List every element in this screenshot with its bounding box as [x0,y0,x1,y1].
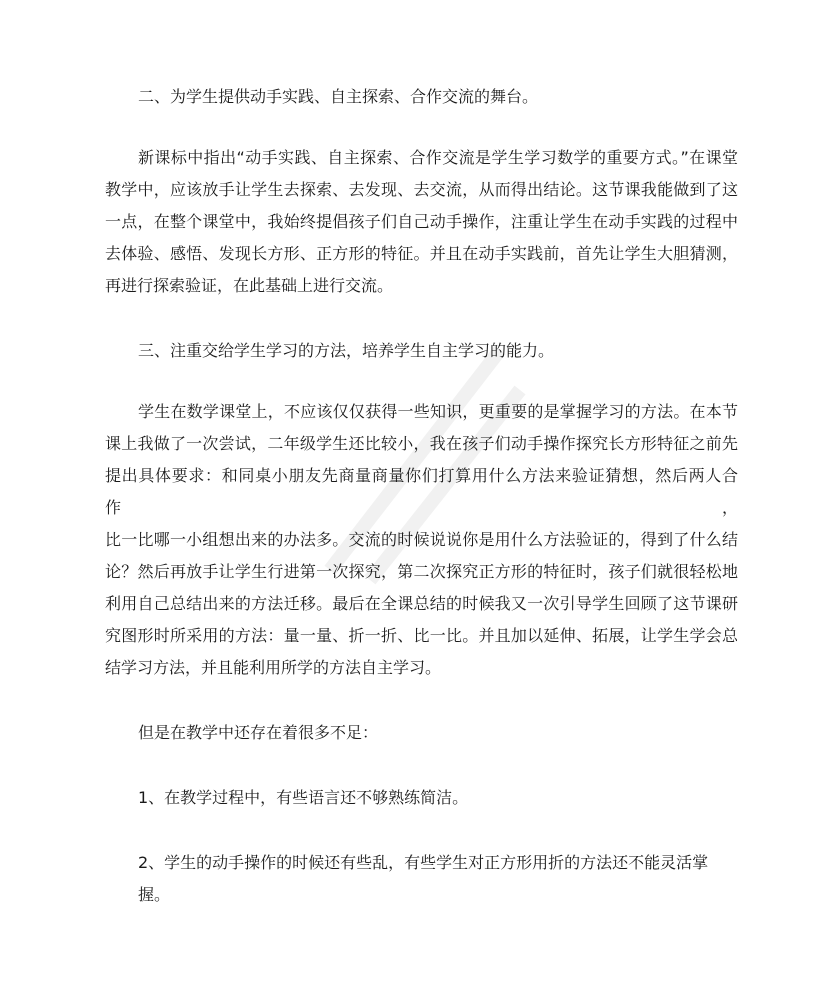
paragraph-line: 利用自己总结出来的方法迁移。最后在全课总结的时候我又一次引导学生回顾了这节课研 [105,594,738,613]
paragraph-line: 提出具体要求：和同桌小朋友先商量商量你们打算用什么方法来验证猜想，然后两人合作， [105,466,738,517]
paragraph-line: 一点，在整个课堂中，我始终提倡孩子们自己动手操作，注重让学生在动手实践的过程中 [105,212,738,231]
list-item: 2、学生的动手操作的时候还有些乱，有些学生对正方形用折的方法还不能灵活掌握。 [138,853,709,904]
paragraph-line: 学生在数学课堂上，不应该仅仅获得一些知识，更重要的是掌握学习的方法。在本节 [138,402,738,421]
paragraph-line: 新课标中指出“动手实践、自主探索、合作交流是学生学习数学的重要方式。”在课堂 [138,148,738,167]
section-heading-2: 二、为学生提供动手实践、自主探索、合作交流的舞台。 [138,87,539,106]
section-heading-3: 三、注重交给学生学习的方法，培养学生自主学习的能力。 [138,341,555,360]
paragraph-line: 比一比哪一小组想出来的办法多。交流的时候说说你是用什么方法验证的，得到了什么结 [105,530,738,549]
paragraph-line: 课上我做了一次尝试，二年级学生还比较小，我在孩子们动手操作探究长方形特征之前先 [105,434,738,453]
paragraph-line: 论？然后再放手让学生行进第一次探究，第二次探究正方形的特征时，孩子们就很轻松地 [105,562,738,581]
paragraph-line: 结学习方法，并且能利用所学的方法自主学习。 [105,658,442,677]
paragraph-line: 究图形时所采用的方法：量一量、折一折、比一比。并且加以延伸、拓展，让学生学会总 [105,626,738,645]
paragraph-line: 教学中，应该放手让学生去探索、去发现、去交流，从而得出结论。这节课我能做到了这 [105,180,738,199]
paragraph-line: 去体验、感悟、发现长方形、正方形的特征。并且在动手实践前，首先让学生大胆猜测， [105,244,738,263]
list-item: 1、在教学过程中，有些语言还不够熟练简洁。 [138,788,469,807]
paragraph-line: 再进行探索验证，在此基础上进行交流。 [105,276,394,295]
shortcomings-intro: 但是在教学中还存在着很多不足： [138,723,379,742]
